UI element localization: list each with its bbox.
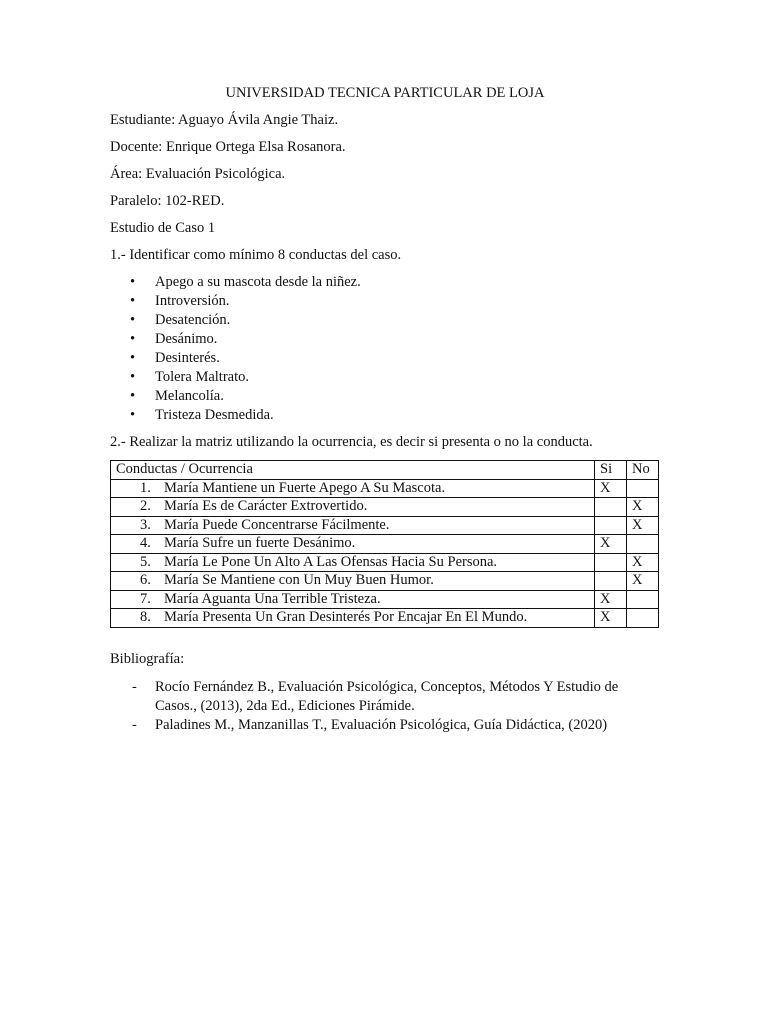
question-1-prompt: 1.- Identificar como mínimo 8 conductas del caso. [110, 247, 402, 263]
column-header-si: Si [595, 461, 627, 480]
no-cell [627, 535, 659, 554]
si-cell [595, 553, 627, 572]
si-cell: X [595, 479, 627, 498]
row-number: 1. [140, 479, 151, 496]
list-item: • Desánimo. [110, 330, 660, 349]
list-item: - Rocío Fernández B., Evaluación Psicológica, Conceptos, Métodos Y Estudio de Casos., (2013), 2da Ed., Ediciones Pirámide. [110, 678, 660, 716]
behavior-cell [111, 479, 595, 498]
row-number: 7. [140, 590, 151, 607]
list-item: • Introversión. [110, 292, 660, 311]
document-page [110, 84, 660, 735]
row-number: 2. [140, 498, 151, 515]
si-cell: X [595, 609, 627, 628]
no-cell: X [627, 516, 659, 535]
behavior-text: María Presenta Un Gran Desinterés Por Encajar En El Mundo. [164, 609, 528, 626]
list-item: • Tristeza Desmedida. [110, 406, 660, 425]
behavior-cell [111, 516, 595, 535]
behavior-list [110, 273, 660, 425]
behavior-cell [111, 609, 595, 628]
behavior-cell [111, 553, 595, 572]
table-row [111, 590, 659, 609]
occurrence-matrix [110, 460, 659, 628]
bibliography-list [110, 678, 660, 735]
behavior-text: María Sufre un fuerte Desánimo. [164, 535, 356, 552]
no-cell: X [627, 498, 659, 517]
list-item: • Desatención. [110, 311, 660, 330]
list-item: • Desinterés. [110, 349, 660, 368]
no-cell: X [627, 553, 659, 572]
row-number: 3. [140, 516, 151, 533]
no-cell [627, 609, 659, 628]
behavior-cell [111, 590, 595, 609]
section-line: Paralelo: 102-RED. [110, 193, 225, 209]
behavior-text: María Aguanta Una Terrible Tristeza. [164, 590, 381, 607]
case-line: Estudio de Caso 1 [110, 220, 216, 236]
column-header-no: No [627, 461, 659, 480]
behavior-text: María Es de Carácter Extrovertido. [164, 498, 368, 515]
column-header-behaviors: Conductas / Ocurrencia [111, 461, 595, 480]
table-header-row [111, 461, 659, 480]
table-row [111, 609, 659, 628]
no-cell [627, 479, 659, 498]
area-line: Área: Evaluación Psicológica. [110, 166, 286, 182]
row-number: 4. [140, 535, 151, 552]
question-2-prompt: 2.- Realizar la matriz utilizando la ocurrencia, es decir si presenta o no la conducta. [110, 434, 593, 450]
list-item: - Paladines M., Manzanillas T., Evaluación Psicológica, Guía Didáctica, (2020) [110, 716, 660, 735]
table-row [111, 498, 659, 517]
behavior-text: María Puede Concentrarse Fácilmente. [164, 516, 390, 533]
table-row [111, 479, 659, 498]
row-number: 5. [140, 553, 151, 570]
row-number: 6. [140, 572, 151, 589]
behavior-cell [111, 498, 595, 517]
bibliography-heading: Bibliografía: [110, 650, 185, 667]
si-cell [595, 516, 627, 535]
behavior-text: María Le Pone Un Alto A Las Ofensas Hacia Su Persona. [164, 553, 498, 570]
si-cell [595, 572, 627, 591]
si-cell: X [595, 590, 627, 609]
no-cell [627, 590, 659, 609]
university-title: UNIVERSIDAD TECNICA PARTICULAR DE LOJA [225, 85, 545, 101]
si-cell: X [595, 535, 627, 554]
si-cell [595, 498, 627, 517]
behavior-cell [111, 572, 595, 591]
table-row [111, 516, 659, 535]
list-item: • Tolera Maltrato. [110, 368, 660, 387]
student-line: Estudiante: Aguayo Ávila Angie Thaiz. [110, 112, 339, 128]
behavior-text: María Mantiene un Fuerte Apego A Su Mascota. [164, 479, 446, 496]
list-item: • Melancolía. [110, 387, 660, 406]
behavior-cell [111, 535, 595, 554]
row-number: 8. [140, 609, 151, 626]
table-row [111, 553, 659, 572]
behavior-text: María Se Mantiene con Un Muy Buen Humor. [164, 572, 434, 589]
no-cell: X [627, 572, 659, 591]
list-item: • Apego a su mascota desde la niñez. [110, 273, 660, 292]
teacher-line: Docente: Enrique Ortega Elsa Rosanora. [110, 139, 346, 155]
table-row [111, 535, 659, 554]
table-row [111, 572, 659, 591]
